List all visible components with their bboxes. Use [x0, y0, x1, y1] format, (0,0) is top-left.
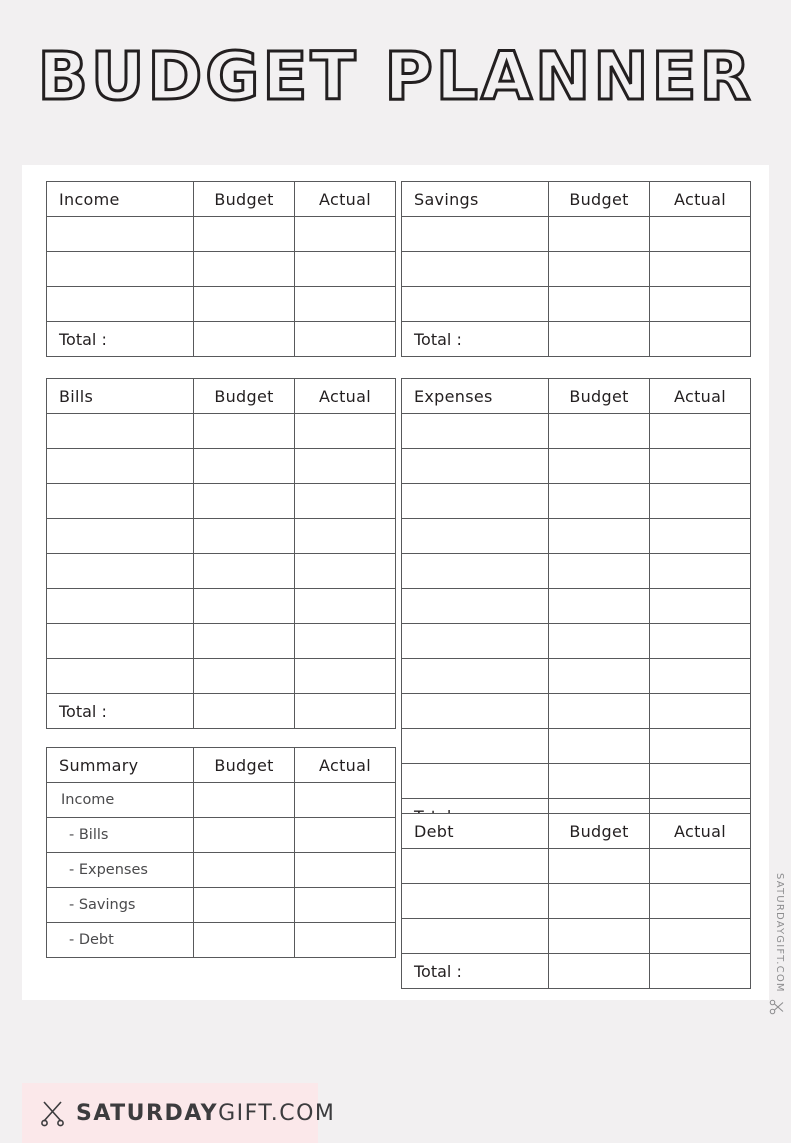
expenses-name-cell[interactable] — [402, 624, 549, 659]
table-row — [402, 252, 751, 287]
summary-actual-cell[interactable] — [295, 888, 396, 923]
bills-actual-cell[interactable] — [295, 624, 396, 659]
expenses-name-cell[interactable] — [402, 659, 549, 694]
page-title: BUDGET PLANNER — [37, 38, 754, 115]
expenses-name-cell[interactable] — [402, 449, 549, 484]
table-row — [402, 624, 751, 659]
planner-sheet — [22, 165, 769, 1126]
table-row — [47, 182, 396, 217]
summary-actual-header: Actual — [319, 755, 371, 775]
expenses-actual-cell[interactable] — [650, 694, 751, 729]
table-row — [47, 484, 396, 519]
table-row — [47, 818, 396, 853]
table-row — [47, 287, 396, 322]
summary-row-label: - Bills — [69, 827, 109, 843]
debt-name-cell[interactable] — [402, 884, 549, 919]
expenses-budget-cell[interactable] — [549, 694, 650, 729]
bills-name-cell[interactable] — [47, 589, 194, 624]
table-row — [402, 764, 751, 799]
expenses-actual-cell[interactable] — [650, 449, 751, 484]
bills-actual-cell[interactable] — [295, 659, 396, 694]
logo-text-light: GIFT.COM — [218, 1100, 336, 1126]
summary-row-label: - Expenses — [69, 862, 148, 878]
debt-actual-cell[interactable] — [650, 919, 751, 954]
income-actual-header: Actual — [319, 189, 371, 209]
expenses-header: Expenses — [414, 386, 493, 406]
expenses-name-cell[interactable] — [402, 729, 549, 764]
savings-budget-cell[interactable] — [549, 217, 650, 252]
bills-actual-cell[interactable] — [295, 414, 396, 449]
expenses-actual-cell[interactable] — [650, 519, 751, 554]
bills-budget-cell[interactable] — [194, 519, 295, 554]
table-row — [402, 814, 751, 849]
income-total-label: Total : — [59, 329, 107, 349]
savings-budget-header: Budget — [569, 189, 629, 209]
income-name-cell[interactable] — [47, 252, 194, 287]
savings-budget-cell[interactable] — [549, 252, 650, 287]
table-row — [402, 519, 751, 554]
expenses-name-cell[interactable] — [402, 589, 549, 624]
bills-budget-cell[interactable] — [194, 554, 295, 589]
bills-actual-cell[interactable] — [295, 449, 396, 484]
table-row — [47, 659, 396, 694]
summary-budget-cell[interactable] — [194, 888, 295, 923]
debt-actual-cell[interactable] — [650, 884, 751, 919]
expenses-budget-cell[interactable] — [549, 484, 650, 519]
table-row — [402, 449, 751, 484]
debt-total-label: Total : — [414, 961, 462, 981]
savings-actual-cell[interactable] — [650, 252, 751, 287]
summary-row-label: Income — [61, 792, 115, 808]
table-row — [47, 589, 396, 624]
bills-name-cell[interactable] — [47, 659, 194, 694]
savings-name-cell[interactable] — [402, 287, 549, 322]
table-row-total — [47, 694, 396, 729]
bills-total-actual-cell[interactable] — [295, 694, 396, 729]
table-row — [47, 888, 396, 923]
savings-actual-header: Actual — [674, 189, 726, 209]
savings-total-actual-cell[interactable] — [650, 322, 751, 357]
debt-name-cell[interactable] — [402, 919, 549, 954]
table-income — [46, 181, 396, 357]
bills-budget-cell[interactable] — [194, 449, 295, 484]
income-name-cell[interactable] — [47, 287, 194, 322]
expenses-actual-cell[interactable] — [650, 554, 751, 589]
savings-actual-cell[interactable] — [650, 217, 751, 252]
expenses-name-cell[interactable] — [402, 764, 549, 799]
bills-name-cell[interactable] — [47, 484, 194, 519]
savings-budget-cell[interactable] — [549, 287, 650, 322]
bills-budget-cell[interactable] — [194, 414, 295, 449]
table-row — [402, 379, 751, 414]
table-debt — [401, 813, 751, 989]
expenses-budget-cell[interactable] — [549, 449, 650, 484]
summary-budget-cell[interactable] — [194, 923, 295, 958]
bills-header: Bills — [59, 386, 94, 406]
table-row — [402, 554, 751, 589]
expenses-name-cell[interactable] — [402, 694, 549, 729]
bills-name-cell[interactable] — [47, 449, 194, 484]
income-budget-header: Budget — [214, 189, 274, 209]
summary-budget-header: Budget — [214, 755, 274, 775]
debt-budget-cell[interactable] — [549, 884, 650, 919]
income-actual-cell[interactable] — [295, 217, 396, 252]
expenses-name-cell[interactable] — [402, 554, 549, 589]
table-row — [402, 589, 751, 624]
bills-budget-cell[interactable] — [194, 484, 295, 519]
table-row-total — [402, 322, 751, 357]
table-row — [402, 694, 751, 729]
income-actual-cell[interactable] — [295, 287, 396, 322]
bills-actual-header: Actual — [319, 386, 371, 406]
summary-header: Summary — [59, 755, 139, 775]
expenses-budget-header: Budget — [569, 386, 629, 406]
table-row — [47, 624, 396, 659]
expenses-actual-header: Actual — [674, 386, 726, 406]
table-row-total — [402, 954, 751, 989]
debt-budget-cell[interactable] — [549, 919, 650, 954]
expenses-actual-cell[interactable] — [650, 659, 751, 694]
table-row — [47, 519, 396, 554]
bills-name-cell[interactable] — [47, 414, 194, 449]
income-budget-cell[interactable] — [194, 252, 295, 287]
debt-total-actual-cell[interactable] — [650, 954, 751, 989]
site-logo — [22, 1083, 336, 1143]
table-row — [402, 484, 751, 519]
bills-actual-cell[interactable] — [295, 554, 396, 589]
table-bills — [46, 378, 396, 729]
bills-name-cell[interactable] — [47, 554, 194, 589]
bills-budget-header: Budget — [214, 386, 274, 406]
summary-row-label: - Savings — [69, 897, 136, 913]
table-savings — [401, 181, 751, 357]
expenses-actual-cell[interactable] — [650, 624, 751, 659]
bills-total-budget-cell[interactable] — [194, 694, 295, 729]
income-name-cell[interactable] — [47, 217, 194, 252]
bills-total-label: Total : — [59, 701, 107, 721]
expenses-budget-cell[interactable] — [549, 729, 650, 764]
bills-actual-cell[interactable] — [295, 589, 396, 624]
savings-actual-cell[interactable] — [650, 287, 751, 322]
scissors-icon — [40, 1099, 66, 1127]
debt-total-budget-cell[interactable] — [549, 954, 650, 989]
table-row — [402, 659, 751, 694]
savings-name-cell[interactable] — [402, 217, 549, 252]
side-credit: SATURDAYGIFT.COM — [774, 873, 785, 993]
expenses-budget-cell[interactable] — [549, 624, 650, 659]
expenses-budget-cell[interactable] — [549, 659, 650, 694]
table-row — [402, 182, 751, 217]
scissors-cut-icon — [768, 998, 786, 1016]
expenses-budget-cell[interactable] — [549, 764, 650, 799]
income-budget-cell[interactable] — [194, 217, 295, 252]
table-row — [402, 849, 751, 884]
income-header: Income — [59, 189, 120, 209]
bills-budget-cell[interactable] — [194, 624, 295, 659]
expenses-actual-cell[interactable] — [650, 484, 751, 519]
table-row — [47, 748, 396, 783]
summary-budget-cell[interactable] — [194, 818, 295, 853]
expenses-name-cell[interactable] — [402, 519, 549, 554]
expenses-actual-cell[interactable] — [650, 589, 751, 624]
table-row-total — [47, 322, 396, 357]
bills-budget-cell[interactable] — [194, 589, 295, 624]
debt-header: Debt — [414, 821, 454, 841]
debt-actual-cell[interactable] — [650, 849, 751, 884]
logo-text-bold: SATURDAY — [76, 1100, 219, 1126]
table-expenses — [401, 378, 751, 834]
table-row — [47, 252, 396, 287]
expenses-name-cell[interactable] — [402, 414, 549, 449]
summary-actual-cell[interactable] — [295, 853, 396, 888]
table-row — [402, 729, 751, 764]
expenses-budget-cell[interactable] — [549, 589, 650, 624]
table-row — [47, 783, 396, 818]
bills-actual-cell[interactable] — [295, 484, 396, 519]
summary-budget-cell[interactable] — [194, 783, 295, 818]
debt-budget-header: Budget — [569, 821, 629, 841]
savings-name-cell[interactable] — [402, 252, 549, 287]
table-row — [47, 554, 396, 589]
debt-actual-header: Actual — [674, 821, 726, 841]
table-row — [402, 919, 751, 954]
savings-total-budget-cell[interactable] — [549, 322, 650, 357]
logo-text — [76, 1101, 335, 1126]
table-row — [402, 414, 751, 449]
table-row — [47, 217, 396, 252]
table-row — [402, 884, 751, 919]
income-total-budget-cell[interactable] — [194, 322, 295, 357]
table-row — [47, 449, 396, 484]
table-row — [47, 379, 396, 414]
income-total-actual-cell[interactable] — [295, 322, 396, 357]
summary-row-label: - Debt — [69, 932, 114, 948]
summary-budget-cell[interactable] — [194, 853, 295, 888]
savings-total-label: Total : — [414, 329, 462, 349]
debt-name-cell[interactable] — [402, 849, 549, 884]
debt-budget-cell[interactable] — [549, 849, 650, 884]
income-budget-cell[interactable] — [194, 287, 295, 322]
bills-name-cell[interactable] — [47, 624, 194, 659]
bills-name-cell[interactable] — [47, 519, 194, 554]
expenses-budget-cell[interactable] — [549, 519, 650, 554]
table-row — [47, 923, 396, 958]
table-row — [47, 414, 396, 449]
table-row — [402, 287, 751, 322]
expenses-actual-cell[interactable] — [650, 729, 751, 764]
table-summary — [46, 747, 396, 958]
expenses-actual-cell[interactable] — [650, 414, 751, 449]
bills-actual-cell[interactable] — [295, 519, 396, 554]
bills-budget-cell[interactable] — [194, 659, 295, 694]
expenses-budget-cell[interactable] — [549, 414, 650, 449]
income-actual-cell[interactable] — [295, 252, 396, 287]
savings-header: Savings — [414, 189, 479, 209]
summary-actual-cell[interactable] — [295, 923, 396, 958]
summary-actual-cell[interactable] — [295, 818, 396, 853]
table-row — [402, 217, 751, 252]
table-row — [47, 853, 396, 888]
summary-actual-cell[interactable] — [295, 783, 396, 818]
expenses-name-cell[interactable] — [402, 484, 549, 519]
expenses-budget-cell[interactable] — [549, 554, 650, 589]
expenses-actual-cell[interactable] — [650, 764, 751, 799]
